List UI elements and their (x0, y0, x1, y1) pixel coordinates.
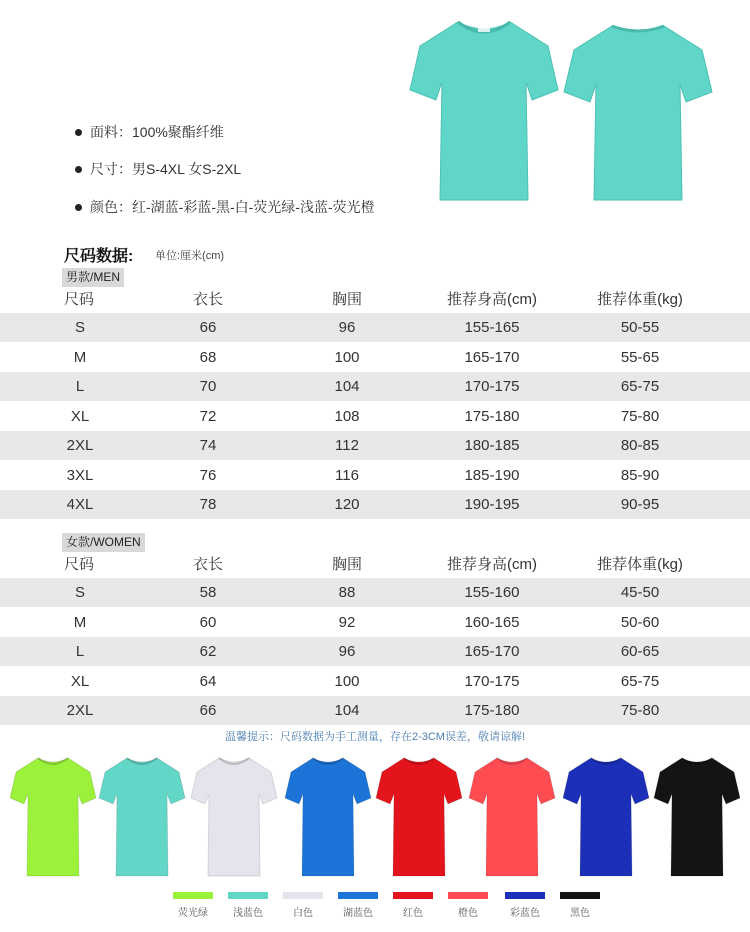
table-cell: L (75, 378, 85, 395)
table-cell: 96 (338, 643, 356, 660)
table-cell: 78 (199, 496, 217, 513)
table-cell: 75-80 (620, 702, 660, 719)
tshirt-variant-image (189, 752, 279, 878)
table-cell: S (74, 584, 85, 601)
table-row (0, 402, 750, 431)
table-cell: 155-160 (464, 584, 520, 601)
table-row (0, 578, 750, 607)
table-cell: 68 (199, 348, 217, 366)
color-swatch (228, 892, 268, 919)
table-cell: 60-65 (620, 643, 660, 660)
column-header: 尺码 (64, 291, 95, 308)
tshirt-variant-image (467, 752, 557, 878)
table-cell: 2XL (66, 437, 94, 454)
swatch-bar (505, 892, 545, 899)
table-cell: XL (70, 672, 90, 690)
table-cell: 55-65 (620, 348, 660, 366)
table-cell: 50-55 (620, 319, 660, 336)
men-tag: 男款/MEN (62, 268, 124, 287)
column-header: 推荐身高(cm) (447, 556, 537, 573)
color-swatch (505, 892, 545, 919)
table-row (0, 431, 750, 460)
table-cell: M (73, 613, 87, 631)
table-cell: 75-80 (620, 407, 660, 425)
table-cell: 100 (334, 348, 360, 366)
table-cell: M (73, 348, 87, 366)
swatch-bar (338, 892, 378, 899)
table-cell: 64 (199, 672, 217, 690)
tshirt-variant-image (97, 752, 187, 878)
table-cell: 104 (334, 378, 360, 395)
table-cell: 85-90 (620, 466, 660, 484)
women-tag: 女款/WOMEN (62, 533, 145, 552)
table-cell: 96 (338, 319, 356, 336)
table-cell: S (74, 319, 85, 336)
table-cell: 90-95 (620, 496, 660, 513)
table-cell: 120 (334, 496, 360, 513)
table-row (0, 313, 750, 342)
column-header: 推荐身高(cm) (447, 291, 537, 308)
table-cell: 175-180 (464, 407, 520, 425)
swatch-label: 黑色 (570, 908, 590, 919)
tshirt-variant-image (652, 752, 742, 878)
table-cell: L (75, 643, 85, 660)
table-cell: 58 (199, 584, 217, 601)
table-cell: 100 (334, 672, 360, 690)
men-header-row (0, 285, 750, 314)
table-cell: 155-165 (464, 319, 520, 336)
table-cell: 70 (199, 378, 217, 395)
spec-colors: 颜色：红-湖蓝-彩蓝-黑-白-荧光绿-浅蓝-荧光橙 (75, 197, 375, 217)
table-row (0, 343, 750, 372)
color-swatch (283, 892, 323, 919)
column-header: 尺码 (64, 556, 95, 573)
table-cell: 3XL (66, 466, 94, 484)
column-header: 胸围 (331, 291, 362, 308)
column-header: 衣长 (192, 291, 223, 308)
table-cell: 92 (338, 613, 356, 631)
table-cell: 4XL (66, 496, 94, 513)
spec-sizes: 尺寸：男S-4XL 女S-2XL (75, 159, 241, 179)
tshirt-variant-image (8, 752, 98, 878)
table-cell: 66 (199, 319, 217, 336)
table-cell: 76 (199, 466, 217, 484)
table-cell: 88 (338, 584, 356, 601)
table-cell: 165-170 (464, 643, 520, 660)
swatch-bar (173, 892, 213, 899)
women-header-row (0, 550, 750, 579)
table-cell: 112 (335, 437, 359, 454)
bullet-icon (75, 204, 82, 211)
tshirt-back-image (562, 18, 714, 202)
table-row (0, 608, 750, 637)
table-row (0, 667, 750, 696)
swatch-label: 荧光绿 (178, 908, 208, 919)
swatch-bar (283, 892, 323, 899)
table-cell: XL (70, 407, 90, 425)
measurement-tip: 温馨提示：尺码数据为手工测量，存在2-3CM误差，敬请谅解! (224, 731, 526, 743)
color-swatch (338, 892, 378, 919)
table-cell: 45-50 (620, 584, 660, 601)
column-header: 衣长 (192, 556, 223, 573)
table-cell: 180-185 (464, 437, 520, 454)
swatch-bar (228, 892, 268, 899)
unit-label: 单位:厘米(cm) (155, 250, 225, 262)
color-swatch-row (0, 892, 750, 922)
tshirt-variant-image (561, 752, 651, 878)
table-cell: 62 (199, 643, 217, 660)
table-row (0, 637, 750, 666)
table-cell: 170-175 (464, 672, 520, 690)
swatch-label: 浅蓝色 (233, 908, 263, 919)
table-cell: 65-75 (620, 672, 660, 690)
table-row (0, 490, 750, 519)
table-cell: 108 (334, 407, 360, 425)
table-row (0, 372, 750, 401)
table-cell: 80-85 (620, 437, 660, 454)
table-cell: 170-175 (464, 378, 520, 395)
column-header: 推荐体重(kg) (597, 556, 683, 573)
table-cell: 2XL (66, 702, 94, 719)
swatch-label: 橙色 (458, 908, 478, 919)
table-row (0, 696, 750, 725)
color-variants (0, 752, 750, 882)
table-cell: 160-165 (464, 613, 520, 631)
bullet-icon (75, 166, 82, 173)
table-cell: 190-195 (464, 496, 520, 513)
table-cell: 175-180 (464, 702, 520, 719)
column-header: 胸围 (331, 556, 362, 573)
swatch-bar (393, 892, 433, 899)
color-swatch (560, 892, 600, 919)
table-cell: 116 (335, 466, 359, 484)
swatch-label: 湖蓝色 (343, 908, 373, 919)
swatch-label: 彩蓝色 (510, 908, 540, 919)
spec-material: 面料：100%聚酯纤维 (75, 122, 224, 142)
bullet-icon (75, 129, 82, 136)
table-cell: 66 (199, 702, 217, 719)
column-header: 推荐体重(kg) (597, 291, 683, 308)
swatch-label: 红色 (403, 908, 423, 919)
color-swatch (173, 892, 213, 919)
swatch-bar (560, 892, 600, 899)
table-cell: 72 (199, 407, 217, 425)
color-swatch (393, 892, 433, 919)
tshirt-front-image (408, 12, 560, 202)
color-swatch (448, 892, 488, 919)
table-cell: 50-60 (620, 613, 660, 631)
table-cell: 104 (334, 702, 360, 719)
table-row (0, 461, 750, 490)
tshirt-variant-image (283, 752, 373, 878)
table-cell: 185-190 (464, 466, 520, 484)
swatch-bar (448, 892, 488, 899)
size-data-title: 尺码数据: (64, 248, 134, 265)
swatch-label: 白色 (293, 908, 313, 919)
table-cell: 65-75 (620, 378, 660, 395)
table-cell: 74 (199, 437, 217, 454)
table-cell: 60 (199, 613, 217, 631)
table-cell: 165-170 (464, 348, 520, 366)
tshirt-variant-image (374, 752, 464, 878)
